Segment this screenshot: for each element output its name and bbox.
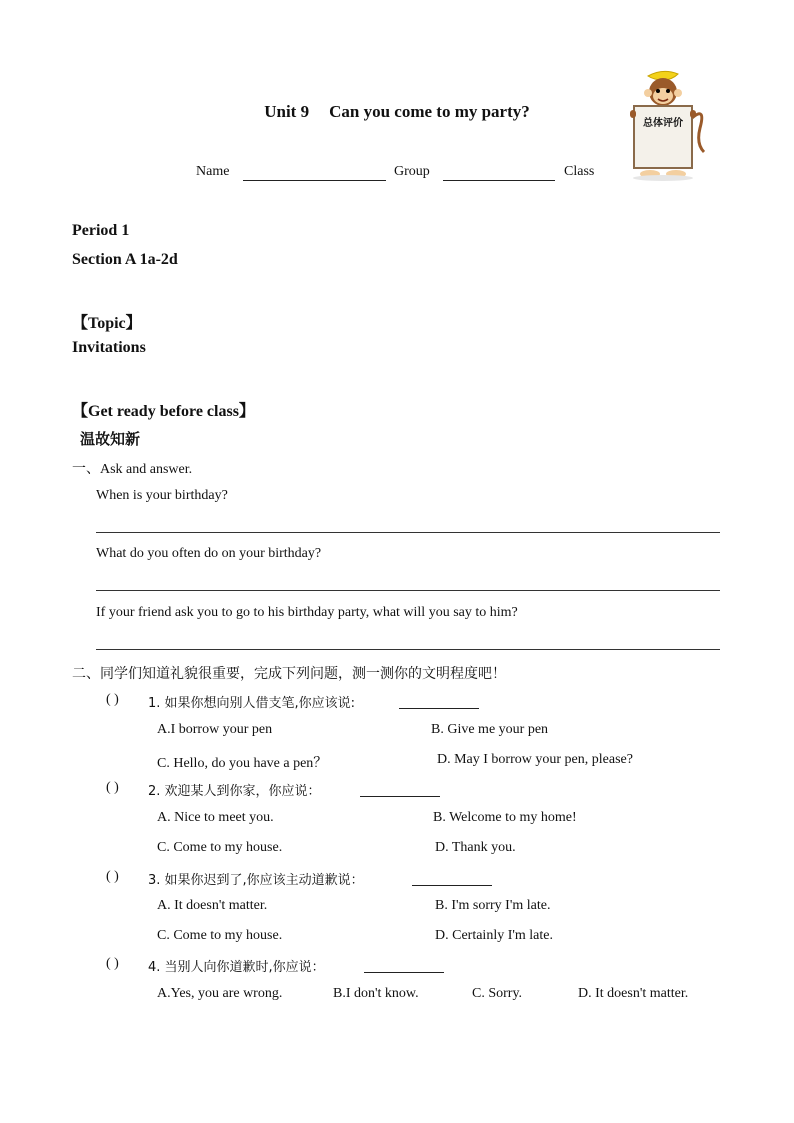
answer-paren-2[interactable]: ( ) bbox=[106, 780, 119, 795]
part2-title: 二、同学们知道礼貌很重要，完成下列问题，测一测你的文明程度吧！ bbox=[72, 666, 506, 682]
question-3-blank[interactable] bbox=[412, 885, 492, 886]
name-blank[interactable] bbox=[243, 180, 386, 181]
question-2-text: 2. 欢迎某人到你家，你应说： bbox=[148, 784, 321, 799]
part1-question-2: What do you often do on your birthday? bbox=[96, 546, 322, 561]
unit-title: Can you come to my party? bbox=[329, 102, 530, 121]
question-1-blank[interactable] bbox=[399, 708, 479, 709]
answer-line-1[interactable] bbox=[96, 532, 720, 533]
name-label: Name bbox=[196, 164, 230, 179]
section-label: Section A 1a-2d bbox=[72, 251, 178, 268]
question-2-blank[interactable] bbox=[360, 796, 440, 797]
option-3d[interactable]: D. Certainly I'm late. bbox=[435, 928, 553, 943]
group-label: Group bbox=[394, 164, 430, 179]
option-3a[interactable]: A. It doesn't matter. bbox=[157, 898, 268, 913]
badge-text: 总体评价 bbox=[643, 118, 683, 129]
option-1c[interactable]: C. Hello, do you have a pen？ bbox=[157, 756, 328, 771]
option-2b[interactable]: B. Welcome to my home! bbox=[433, 810, 577, 825]
get-ready-heading: 【Get ready before class】 bbox=[72, 403, 255, 420]
option-2d[interactable]: D. Thank you. bbox=[435, 840, 516, 855]
option-4d[interactable]: D. It doesn't matter. bbox=[578, 986, 689, 1001]
question-4-text: 4. 当别人向你道歉时,你应说： bbox=[148, 960, 325, 975]
period-label: Period 1 bbox=[72, 222, 130, 239]
option-1d[interactable]: D. May I borrow your pen, please? bbox=[437, 752, 633, 767]
part1-title: 一、Ask and answer. bbox=[72, 462, 193, 477]
topic-value: Invitations bbox=[72, 339, 146, 356]
option-1b[interactable]: B. Give me your pen bbox=[431, 722, 549, 737]
answer-paren-4[interactable]: ( ) bbox=[106, 956, 119, 971]
question-1-text: 1. 如果你想向别人借支笔,你应该说: bbox=[148, 696, 356, 711]
answer-line-3[interactable] bbox=[96, 649, 720, 650]
option-2a[interactable]: A. Nice to meet you. bbox=[157, 810, 274, 825]
option-1a[interactable]: A.I borrow your pen bbox=[157, 722, 273, 737]
monkey-mascot-icon bbox=[620, 66, 706, 182]
unit-label: Unit 9 bbox=[264, 102, 310, 121]
option-4a[interactable]: A.Yes, you are wrong. bbox=[157, 986, 283, 1001]
class-label: Class bbox=[564, 164, 595, 179]
option-3c[interactable]: C. Come to my house. bbox=[157, 928, 283, 943]
question-3-text: 3. 如果你迟到了,你应该主动道歉说： bbox=[148, 873, 364, 888]
option-4b[interactable]: B.I don't know. bbox=[333, 986, 419, 1001]
option-2c[interactable]: C. Come to my house. bbox=[157, 840, 283, 855]
group-blank[interactable] bbox=[443, 180, 555, 181]
part1-question-1: When is your birthday? bbox=[96, 488, 228, 503]
answer-paren-3[interactable]: ( ) bbox=[106, 869, 119, 884]
topic-heading: 【Topic】 bbox=[72, 315, 142, 332]
part1-question-3: If your friend ask you to go to his birthday party, what will you say to him? bbox=[96, 605, 518, 620]
answer-line-2[interactable] bbox=[96, 590, 720, 591]
option-3b[interactable]: B. I'm sorry I'm late. bbox=[435, 898, 551, 913]
question-4-blank[interactable] bbox=[364, 972, 444, 973]
answer-paren-1[interactable]: ( ) bbox=[106, 692, 119, 707]
option-4c[interactable]: C. Sorry. bbox=[472, 986, 523, 1001]
get-ready-subheading: 温故知新 bbox=[80, 430, 141, 448]
